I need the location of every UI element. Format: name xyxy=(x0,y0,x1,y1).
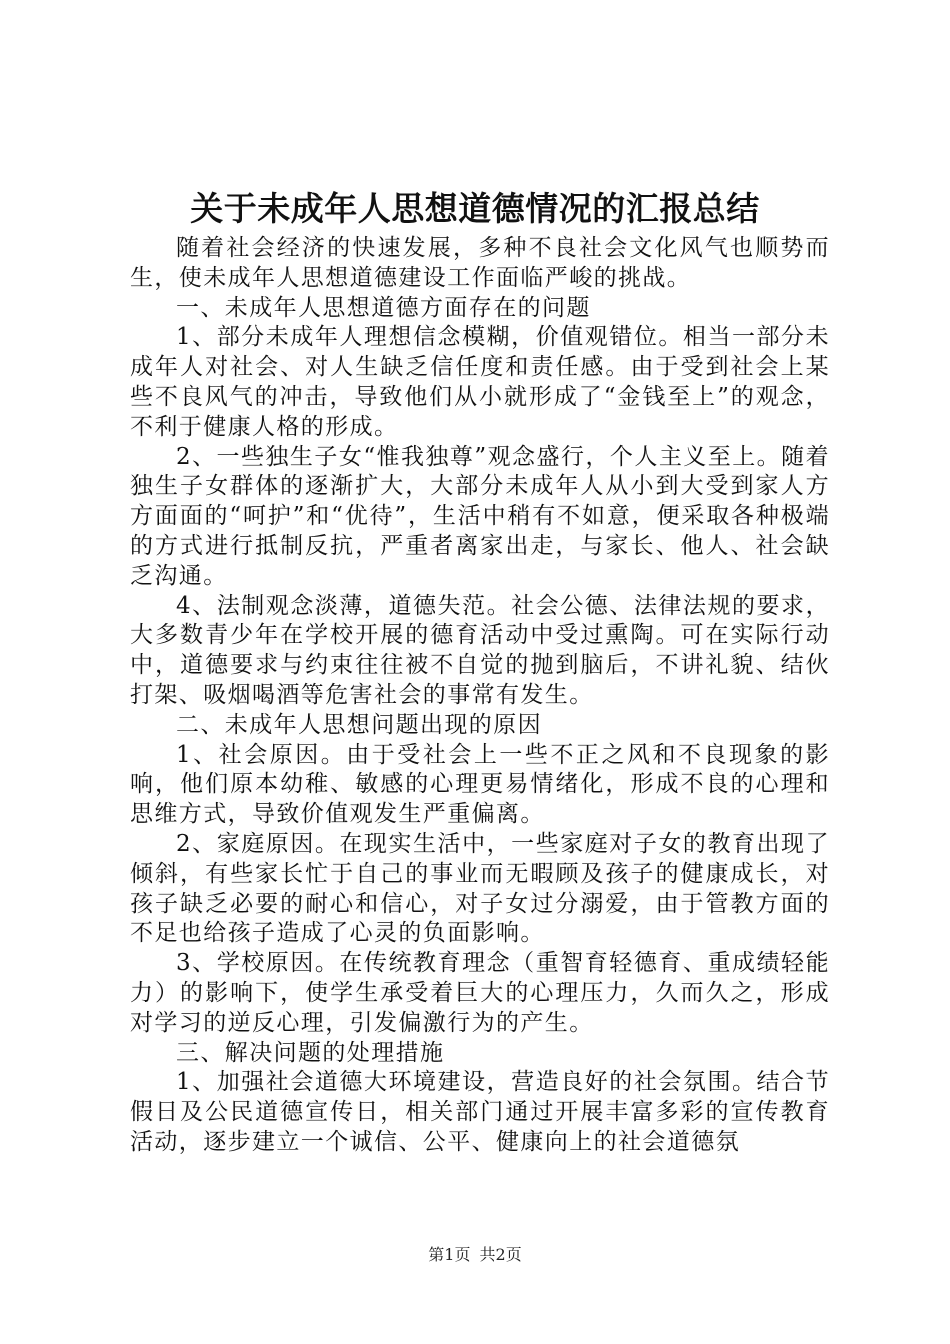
paragraph: 随着社会经济的快速发展，多种不良社会文化风气也顺势而生，使未成年人思想道德建设工作面临严峻的挑战。 xyxy=(130,235,830,291)
document-title: 关于未成年人思想道德情况的汇报总结 xyxy=(190,189,760,228)
paragraph: 1、加强社会道德大环境建设，营造良好的社会氛围。结合节假日及公民道德宣传日，相关部门通过开展丰富多彩的宣传教育活动，逐步建立一个诚信、公平、健康向上的社会道德氛 xyxy=(130,1069,830,1155)
paragraph: 4、法制观念淡薄，道德失范。社会公德、法律法规的要求，大多数青少年在学校开展的德育活动中受过熏陶。可在实际行动中，道德要求与约束往往被不自觉的抛到脑后，不讲礼貌、结伙打架、吸烟喝酒等危害社会的事常有发生。 xyxy=(130,592,830,708)
page-footer xyxy=(0,1244,950,1266)
paragraph: 2、一些独生子女“惟我独尊”观念盛行，个人主义至上。随着独生子女群体的逐渐扩大，大部分未成年人从小到大受到家人方方面面的“呵护”和“优待”，生活中稍有不如意，便采取各种极端的方式进行抵制反抗，严重者离家出走，与家长、他人、社会缺乏沟通。 xyxy=(130,443,830,589)
paragraph: 1、社会原因。由于受社会上一些不正之风和不良现象的影响，他们原本幼稚、敏感的心理更易情绪化，形成不良的心理和思维方式，导致价值观发生严重偏离。 xyxy=(130,741,830,828)
document-body xyxy=(130,234,830,1158)
section-heading: 二、未成年人思想问题出现的原因 xyxy=(176,711,542,738)
section-heading: 三、解决问题的处理措施 xyxy=(176,1039,445,1066)
section-heading: 一、未成年人思想道德方面存在的问题 xyxy=(176,294,591,321)
page-number: 第1页 xyxy=(428,1245,471,1264)
paragraph: 3、学校原因。在传统教育理念（重智育轻德育、重成绩轻能力）的影响下，使学生承受着巨大的心理压力，久而久之，形成对学习的逆反心理，引发偏激行为的产生。 xyxy=(130,950,830,1036)
paragraph: 1、部分未成年人理想信念模糊，价值观错位。相当一部分未成年人对社会、对人生缺乏信任度和责任感。由于受到社会上某些不良风气的冲击，导致他们从小就形成了“金钱至上”的观念，不利于健康人格的形成。 xyxy=(130,324,830,440)
paragraph: 2、家庭原因。在现实生活中，一些家庭对子女的教育出现了倾斜，有些家长忙于自己的事业而无暇顾及孩子的健康成长，对孩子缺乏必要的耐心和信心，对子女过分溺爱，由于管教方面的不足也给孩子造成了心灵的负面影响。 xyxy=(130,830,830,947)
page-total: 共2页 xyxy=(479,1245,522,1264)
